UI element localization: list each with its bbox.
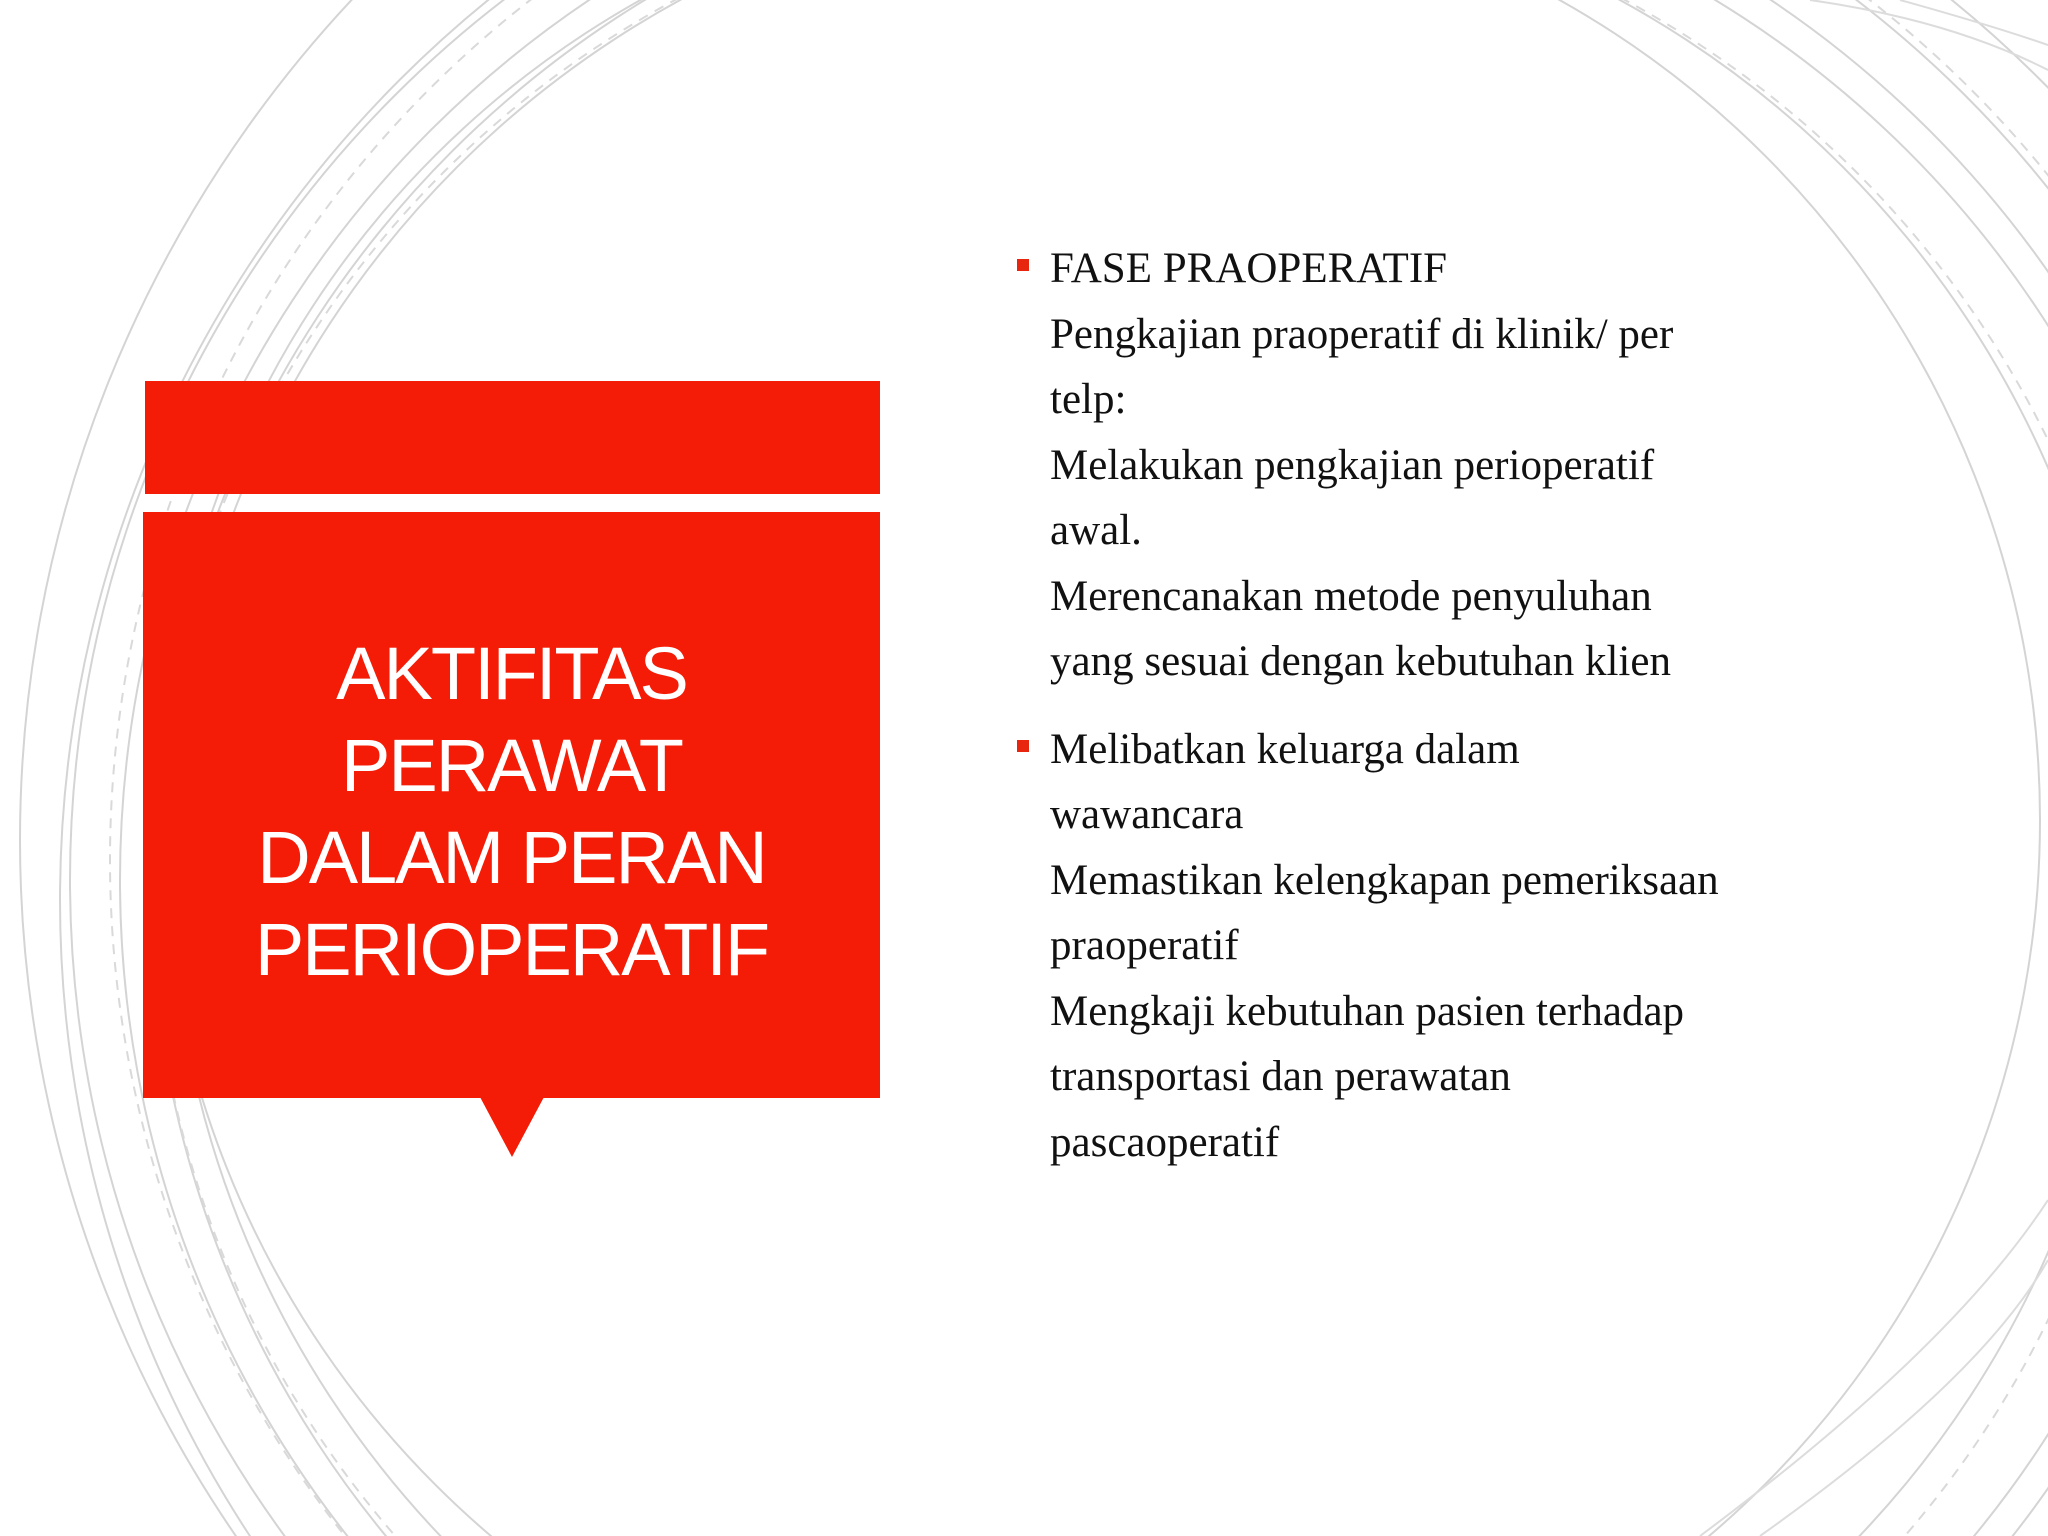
- bullet-line: praoperatif: [1050, 922, 1239, 969]
- bullet-item-praoperatif: [1012, 236, 1912, 695]
- bullet-line: telp:: [1050, 376, 1127, 423]
- slide-title: [255, 614, 768, 996]
- bullet-line: wawancara: [1050, 791, 1244, 838]
- bullet-line: Melakukan pengkajian perioperatif: [1050, 441, 1655, 489]
- title-callout-box: [143, 512, 880, 1098]
- bullet-line: Memastikan kelengkapan pemeriksaan: [1050, 856, 1719, 904]
- bullet-line: Merencanakan metode penyuluhan: [1050, 572, 1652, 620]
- bullet-line: yang sesuai dengan kebutuhan klien: [1050, 638, 1671, 685]
- callout-pointer: [480, 1097, 544, 1157]
- bullet-line: awal.: [1050, 507, 1142, 554]
- bullet-line: Mengkaji kebutuhan pasien terhadap: [1050, 987, 1685, 1035]
- title-line: PERIOPERATIF: [254, 908, 769, 991]
- bullet-line: Melibatkan keluarga dalam: [1050, 725, 1520, 773]
- title-line: DALAM PERAN: [257, 816, 766, 899]
- square-bullet-icon: [1017, 259, 1029, 271]
- title-line: AKTIFITAS: [336, 632, 687, 715]
- bullet-line: Pengkajian praoperatif di klinik/ per: [1050, 310, 1674, 358]
- square-bullet-icon: [1017, 740, 1029, 752]
- decor-curve: [1700, 1200, 2048, 1536]
- title-line: PERAWAT: [341, 724, 682, 807]
- bullet-line: pascaoperatif: [1050, 1118, 1280, 1166]
- bullet-line: FASE PRAOPERATIF: [1050, 245, 1448, 292]
- accent-bar: [145, 381, 880, 494]
- bullet-line: transportasi dan perawatan: [1050, 1053, 1511, 1100]
- bullet-item-keluarga: [1012, 717, 1912, 1176]
- bullet-list: [1012, 236, 1912, 1175]
